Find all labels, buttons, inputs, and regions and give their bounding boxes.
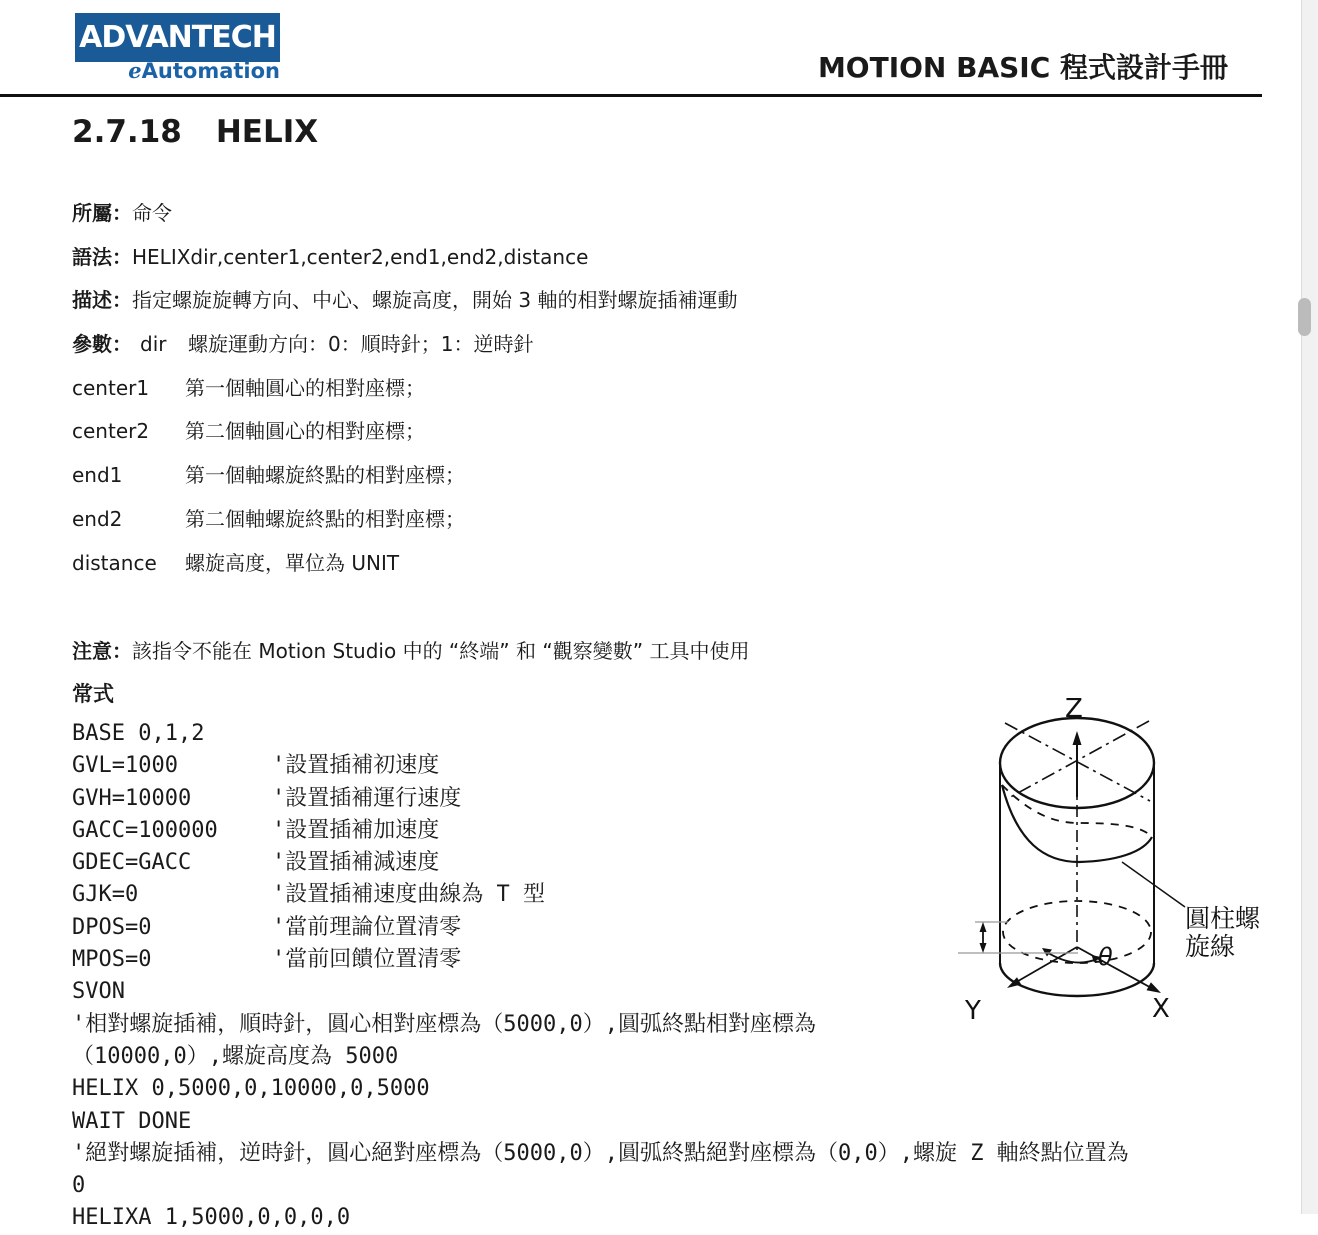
code-comment-line: '絕對螺旋插補，逆時針，圓心絕對座標為（5000,0）,圓弧終點絕對座標為（0,0）,螺旋 Z 軸終點位置為: [72, 1140, 1129, 1166]
param-desc: 螺旋高度，單位為 UNIT: [185, 550, 400, 575]
description-row: [72, 279, 952, 323]
param-row-distance: [72, 542, 952, 586]
code-line: BASE 0,1,2: [72, 721, 205, 746]
belongs-value: 命令: [132, 201, 172, 225]
pitch-arrowhead-down: [980, 943, 987, 953]
y-axis-label: Y: [965, 996, 981, 1025]
note-label: 注意：: [72, 639, 132, 663]
param-desc: 第一個軸圓心的相對座標；: [185, 375, 425, 400]
code-line: DPOS=0 '當前理論位置清零: [72, 914, 462, 940]
code-line: GJK=0 '設置插補速度曲線為 T 型: [72, 882, 545, 908]
note-row: [72, 636, 749, 666]
param-desc: 螺旋運動方向：0：順時針；1：逆時針: [188, 332, 534, 357]
param-name: end1: [72, 463, 123, 488]
belongs-label: 所屬：: [72, 201, 132, 225]
code-line: MPOS=0 '當前回饋位置清零: [72, 947, 462, 973]
code-comment-line: '相對螺旋插補，順時針，圓心相對座標為（5000,0）,圓弧終點相對座標為: [72, 1011, 816, 1037]
param-name: end2: [72, 506, 123, 531]
code-line: GVH=10000 '設置插補運行速度: [72, 785, 462, 811]
param-name: distance: [72, 550, 157, 575]
pitch-arrowhead-up: [980, 922, 987, 932]
params-label: 參數：: [72, 332, 132, 357]
scrollbar-track[interactable]: [1301, 0, 1318, 1214]
param-name: dir: [140, 332, 167, 357]
code-line: GVL=1000 '設置插補初速度: [72, 753, 440, 779]
param-desc: 第二個軸圓心的相對座標；: [185, 419, 425, 444]
param-row-end1: [72, 454, 952, 498]
helix-label-line2: 旋線: [1185, 932, 1236, 961]
manual-title: MOTION BASIC 程式設計手冊: [817, 51, 1228, 84]
belongs-row: [72, 192, 952, 236]
param-name: center2: [72, 419, 150, 444]
helix-label-line1: 圓柱螺: [1185, 904, 1261, 933]
header-divider: [0, 94, 1262, 97]
param-row-center1: [72, 367, 952, 411]
code-line: WAIT DONE: [72, 1108, 192, 1134]
cylinder-bottom-arc: [1000, 963, 1154, 996]
code-line: 0: [72, 1173, 86, 1199]
z-axis-arrowhead: [1073, 731, 1082, 745]
advantech-logo: [75, 13, 280, 62]
theta-label: θ: [1098, 943, 1113, 971]
param-row-center2: [72, 410, 952, 454]
description-value: 指定螺旋旋轉方向、中心、螺旋高度，開始 3 軸的相對螺旋插補運動: [132, 288, 738, 313]
param-desc: 第二個軸螺旋終點的相對座標；: [185, 506, 465, 531]
z-axis-label: Z: [1065, 694, 1083, 724]
scrollbar-thumb[interactable]: [1298, 298, 1311, 336]
syntax-value: HELIXdir,center1,center2,end1,end2,distance: [132, 244, 589, 269]
code-line: GDEC=GACC '設置插補減速度: [72, 850, 440, 876]
param-name: center1: [72, 375, 150, 400]
routine-heading: 常式: [72, 682, 114, 706]
note-value: 該指令不能在 Motion Studio 中的 “終端” 和 “觀察變數” 工具中使用: [132, 639, 750, 663]
command-description: [72, 192, 952, 585]
syntax-row: [72, 236, 952, 280]
section-name: HELIX: [215, 114, 319, 150]
param-row-end2: [72, 498, 952, 542]
syntax-label: 語法：: [72, 244, 132, 269]
helix-diagram: [945, 685, 1275, 1025]
eautomation-logo-text: eAutomation: [128, 58, 280, 83]
x-axis-arrowhead: [1147, 982, 1162, 993]
param-row-dir: [72, 323, 952, 367]
param-desc: 第一個軸螺旋終點的相對座標；: [185, 463, 465, 488]
x-axis-line: [1077, 947, 1155, 990]
description-label: 描述：: [72, 288, 132, 313]
code-line: HELIX 0,5000,0,10000,0,5000: [72, 1076, 430, 1102]
section-number: 2.7.18: [72, 114, 182, 150]
section-heading: [72, 112, 318, 152]
x-axis-label: X: [1152, 994, 1170, 1024]
code-line-clipped: HELIXA 1,5000,0,0,0,0: [72, 1205, 351, 1231]
advantech-logo-text: ADVANTECH: [79, 20, 276, 55]
code-comment-line: （10000,0）,螺旋高度為 5000: [72, 1043, 399, 1069]
code-line: GACC=100000 '設置插補加速度: [72, 817, 440, 843]
code-line: SVON: [72, 979, 125, 1005]
